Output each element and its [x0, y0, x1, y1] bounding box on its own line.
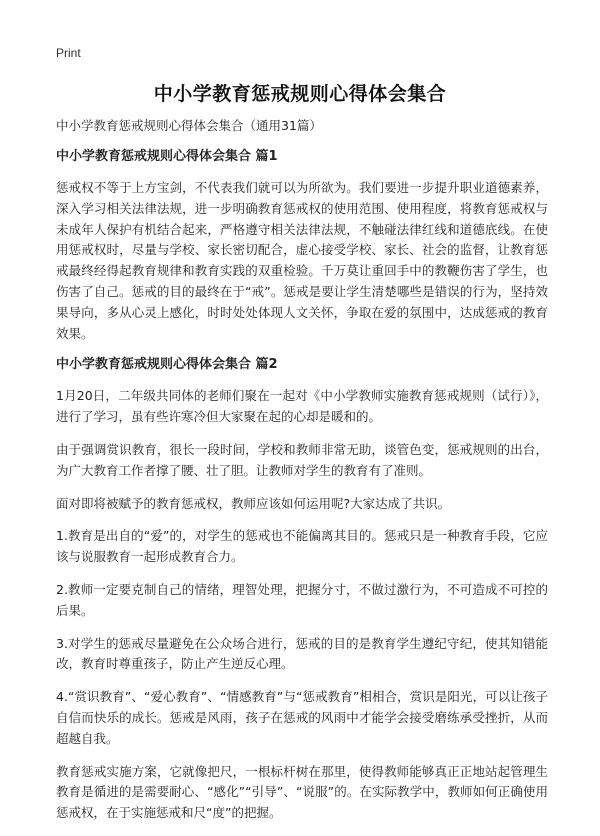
document-title: 中小学教育惩戒规则心得体会集合	[153, 83, 447, 105]
paragraph: 4.“赏识教育”、“爱心教育”、“情感教育”与“惩戒教育”相相合，赏识是阳光，可以让孩子自信而快乐的成长。惩戒是风雨，孩子在惩戒的风雨中才能学会接受磨练承受挫折，从而超越自我。	[56, 689, 548, 746]
paragraph: 3.对学生的惩戒尽量避免在公众场合进行，惩戒的目的是教育学生遵纪守纪，使其知错能改，教育时尊重孩子，防止产生逆反心理。	[56, 635, 548, 672]
document-body	[56, 117, 548, 836]
document-subtitle: 中小学教育惩戒规则心得体会集合（通用31篇）	[56, 118, 322, 133]
paragraph: 1.教育是出自的“爱”的，对学生的惩戒也不能偏离其目的。惩戒只是一种教育手段，它应该与说服教育一起形成教育合力。	[56, 528, 548, 565]
paragraph: 惩戒权不等于上方宝剑，不代表我们就可以为所欲为。我们要进一步提升职业道德素养，深入学习相关法律法规，进一步明确教育惩戒权的使用范围、使用程度，将教育惩戒权与未成年人保护有机结合起来，严格遵守相关法律法规，不触碰法律红线和道德底线。在使用惩戒权时，尽量与学校、家长密切配合，虚心接受学校、家长、社会的监督，让教育惩戒最终经得起教育规律和教育实践的双重检验。千万莫让重回手中的教鞭伤害了学生，也伤害了自己。惩戒的目的最终在于“戒”。惩戒是要让学生清楚哪些是错误的行为，坚持效果导向，多从心灵上感化，时时处处体现人文关怀，争取在爱的氛围中，达成惩戒的教育效果。	[56, 180, 548, 341]
paragraph: 1月20日，二年级共同体的老师们聚在一起对《中小学教师实施教育惩戒规则（试行）》，进行了学习，虽有些许寒冷但大家聚在起的心却是暖和的。	[56, 388, 548, 425]
section-heading-2: 中小学教育惩戒规则心得体会集合 篇2	[56, 357, 278, 373]
paragraph: 由于强调赏识教育，很长一段时间，学校和教师非常无助，谈管色变，惩戒规则的出台，为广大教育工作者撑了腰、壮了胆。让教师对学生的教育有了准则。	[56, 441, 548, 478]
paragraph: 教育惩戒实施方案，它就像把尺，一根标杆树在那里，使得教师能够真正正地站起管理生教育是循进的是需要耐心、“感化”“引导”、“说服”的。在实际教学中，教师如何正确使用惩戒权，在于实施惩戒和尺“度”的把握。	[56, 763, 548, 821]
print-label[interactable]: Print	[56, 46, 81, 60]
paragraph: 面对即将被赋予的教育惩戒权，教师应该如何运用呢?大家达成了共识。	[56, 495, 451, 511]
paragraph: 2.教师一定要克制自己的情绪，理智处理，把握分寸，不做过激行为，不可造成不可控的后果。	[56, 581, 548, 618]
section-heading-1: 中小学教育惩戒规则心得体会集合 篇1	[56, 149, 278, 164]
